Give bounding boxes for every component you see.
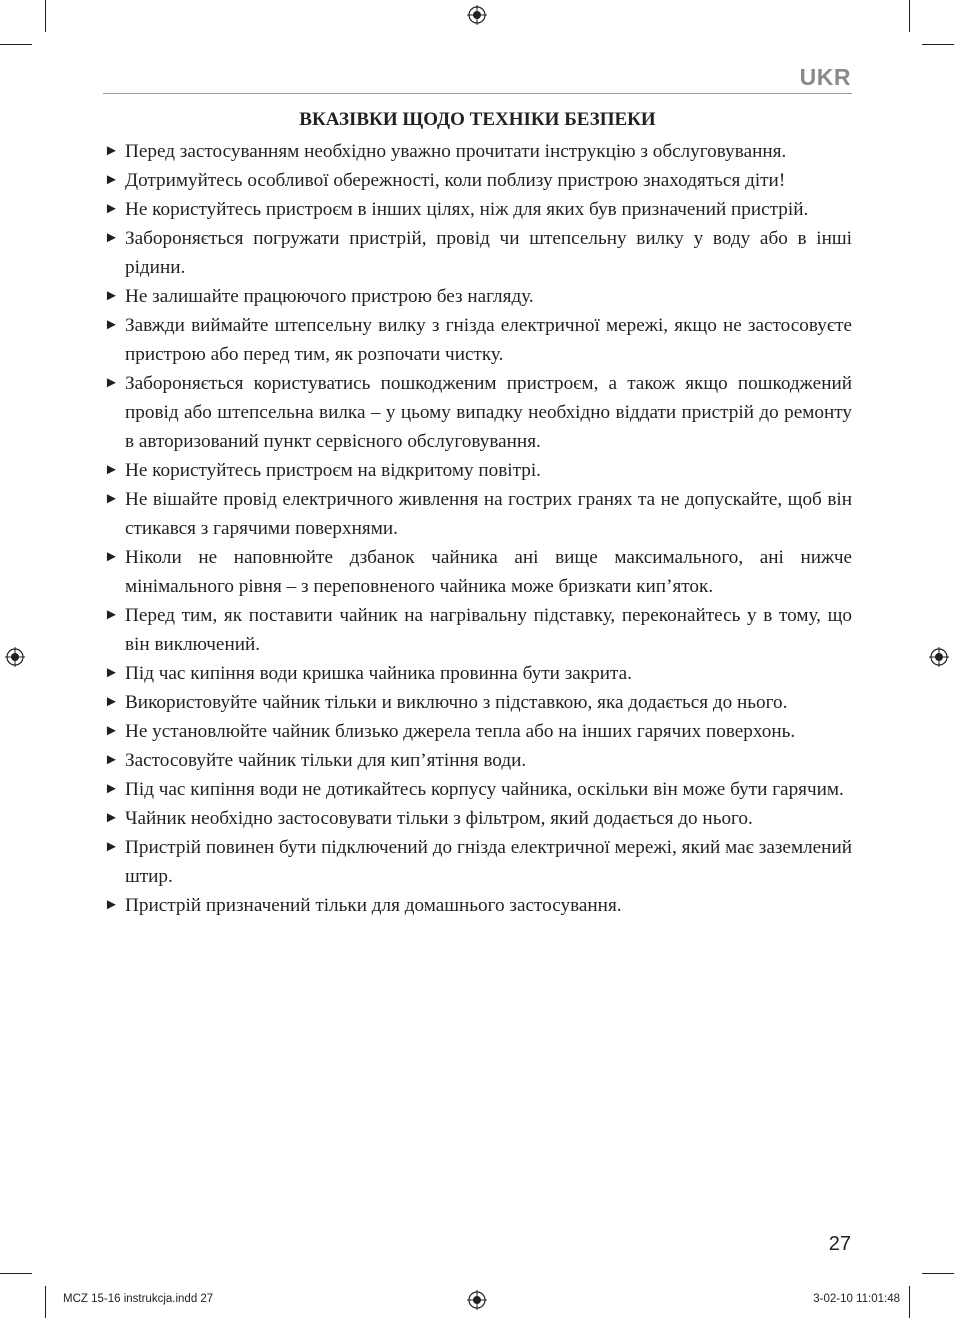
list-item (103, 775, 852, 804)
list-item-text: Перед застосуванням необхідно уважно прочитати інструкцію з обслуговування. (125, 141, 787, 162)
list-item (103, 456, 852, 485)
bullet-arrow-icon: ► (104, 549, 119, 565)
header-rule (103, 93, 852, 94)
list-item-text: Не залишайте працюючого пристрою без нагляду. (125, 286, 534, 307)
list-item (103, 224, 852, 282)
list-item-text: Застосовуйте чайник тільки для кип’ятіння води. (125, 750, 527, 771)
list-item (103, 543, 852, 601)
list-item-text: Завжди виймайте штепсельну вилку з гнізда електричної мережі, якщо не застосовуєте пристрою або перед тим, як розпочати чистку. (125, 315, 852, 365)
list-item-text: Забороняється користуватись пошкодженим пристроєм, а також якщо пошкоджений провід або штепсельна вилка – у цьому випадку необхідно віддати пристрій до ремонту в авторизований пункт сервісного обслуговування. (125, 373, 852, 452)
registration-target-icon (929, 647, 949, 667)
list-item (103, 485, 852, 543)
bullet-arrow-icon: ► (104, 317, 119, 333)
bullet-arrow-icon: ► (104, 781, 119, 797)
list-item-text: Пристрій призначений тільки для домашнього застосування. (125, 895, 622, 916)
bullet-arrow-icon: ► (104, 723, 119, 739)
bullet-arrow-icon: ► (104, 839, 119, 855)
list-item (103, 282, 852, 311)
list-item (103, 717, 852, 746)
list-item-text: Не користуйтесь пристроєм на відкритому повітрі. (125, 460, 541, 481)
crop-mark-bottom-left-horizontal (0, 1273, 32, 1274)
list-item-text: Не установлюйте чайник близько джерела тепла або на інших гарячих поверхонь. (125, 721, 796, 742)
list-item (103, 746, 852, 775)
date-slug: 3-02-10 11:01:48 (813, 1293, 900, 1305)
page-number: 27 (828, 1233, 851, 1255)
list-item-text: Перед тим, як поставити чайник на нагрівальну підставку, переконайтесь у в тому, що він виключений. (125, 605, 852, 655)
list-item-text: Чайник необхідно застосовувати тільки з фільтром, який додається до нього. (125, 808, 753, 829)
crop-mark-top-left-horizontal (0, 44, 32, 45)
registration-target-icon (467, 5, 487, 25)
bullet-arrow-icon: ► (104, 375, 119, 391)
list-item-text: Під час кипіння води не дотикайтесь корпусу чайника, оскільки він може бути гарячим. (125, 779, 844, 800)
bullet-arrow-icon: ► (104, 752, 119, 768)
list-item (103, 659, 852, 688)
bullet-arrow-icon: ► (104, 810, 119, 826)
bullet-arrow-icon: ► (104, 607, 119, 623)
list-item-text: Не користуйтесь пристроєм в інших цілях, ніж для яких був призначений пристрій. (125, 199, 809, 220)
bullet-arrow-icon: ► (104, 694, 119, 710)
bullet-arrow-icon: ► (104, 665, 119, 681)
list-item-text: Використовуйте чайник тільки и виключно з підставкою, яка додається до нього. (125, 692, 788, 713)
bullet-arrow-icon: ► (104, 288, 119, 304)
crop-mark-bottom-right-vertical (909, 1286, 910, 1318)
list-item-text: Не вішайте провід електричного живлення на гострих гранях та не допускайте, щоб він стикався з гарячими поверхнями. (125, 489, 852, 539)
list-item (103, 369, 852, 456)
list-item (103, 166, 852, 195)
crop-mark-bottom-left-vertical (45, 1286, 46, 1318)
list-item-text: Ніколи не наповнюйте дзбанок чайника ані вище максимального, ані нижче мінімального рівня – з переповненого чайника може бризкати кип’яток. (125, 547, 852, 597)
list-item (103, 311, 852, 369)
bullet-arrow-icon: ► (104, 491, 119, 507)
safety-list (103, 137, 852, 920)
crop-mark-top-right-vertical (909, 0, 910, 32)
list-item (103, 195, 852, 224)
crop-mark-bottom-right-horizontal (922, 1273, 954, 1274)
list-item (103, 804, 852, 833)
list-item-text: Забороняється погружати пристрій, провід чи штепсельну вилку у воду або в інші рідини. (125, 228, 852, 278)
section-title: ВКАЗІВКИ ЩОДО ТЕХНІКИ БЕЗПЕКИ (299, 109, 656, 130)
crop-mark-top-left-vertical (45, 0, 46, 32)
registration-target-icon (5, 647, 25, 667)
list-item (103, 601, 852, 659)
list-item (103, 688, 852, 717)
bullet-arrow-icon: ► (104, 143, 119, 159)
registration-target-icon (467, 1290, 487, 1310)
list-item-text: Пристрій повинен бути підключений до гнізда електричної мережі, який має заземлений штир. (125, 837, 852, 887)
list-item (103, 891, 852, 920)
list-item (103, 137, 852, 166)
list-item (103, 833, 852, 891)
bullet-arrow-icon: ► (104, 172, 119, 188)
file-slug: MCZ 15-16 instrukcja.indd 27 (63, 1293, 214, 1305)
bullet-arrow-icon: ► (104, 230, 119, 246)
list-item-text: Під час кипіння води кришка чайника провинна бути закрита. (125, 663, 632, 684)
safety-section (103, 107, 852, 920)
bullet-arrow-icon: ► (104, 462, 119, 478)
language-code: UKR (799, 64, 851, 90)
bullet-arrow-icon: ► (104, 897, 119, 913)
bullet-arrow-icon: ► (104, 201, 119, 217)
crop-mark-top-right-horizontal (922, 44, 954, 45)
list-item-text: Дотримуйтесь особливої обережності, коли поблизу пристрою знаходяться діти! (125, 170, 786, 191)
